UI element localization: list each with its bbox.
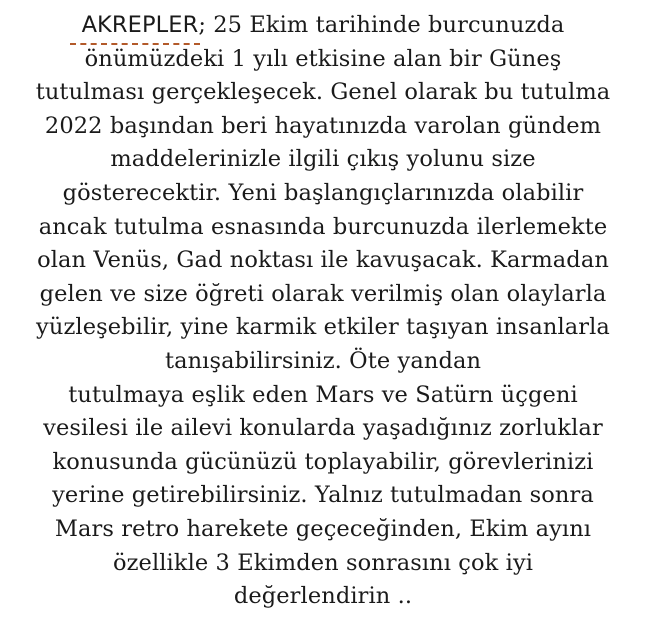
text-line-18: değerlendirin .. [233, 583, 413, 610]
text-line-9: gelen ve size öğreti olarak verilmiş olan olaylarla [39, 280, 607, 307]
text-line-2: önümüzdeki 1 yılı etkisine alan bir Güneş [84, 45, 562, 72]
text-line-1-rest: ; 25 Ekim tarihinde burcunuzda [198, 12, 565, 38]
text-line-15: yerine getirebilirsiniz. Yalnız tutulmadan sonra [52, 482, 594, 509]
text-line-8: olan Venüs, Gad noktası ile kavuşacak. Karmadan [37, 247, 609, 274]
heading-word-text: AKREPLER [81, 12, 199, 38]
text-line-10: yüzleşebilir, yine karmik etkiler taşıyan insanlarla [36, 314, 610, 341]
text-line-6: gösterecektir. Yeni başlangıçlarınızda olabilir [62, 179, 584, 206]
text-line-13: vesilesi ile ailevi konularda yaşadığınız zorluklar [43, 415, 603, 442]
text-line-3: tutulması gerçekleşecek. Genel olarak bu tutulma [35, 79, 611, 106]
text-line-17: özellikle 3 Ekimden sonrasını çok iyi [112, 549, 534, 576]
text-line-11: tanışabilirsiniz. Öte yandan [164, 347, 482, 374]
text-line-1 [0, 9, 646, 43]
text-line-5: maddelerinizle ilgili çıkış yolunu size [110, 146, 536, 173]
text-line-14: konusunda gücünüzü toplayabilir, görevlerinizi [52, 448, 594, 475]
spellcheck-underline [70, 43, 201, 45]
text-line-12: tutulmaya eşlik eden Mars ve Satürn üçgeni [68, 381, 578, 408]
text-line-7: ancak tutulma esnasında burcunuzda ilerlemekte [38, 213, 608, 240]
text-line-16: Mars retro harekete geçeceğinden, Ekim ayını [54, 515, 592, 542]
heading-word[interactable] [82, 12, 199, 38]
text-line-4: 2022 başından beri hayatınızda varolan gündem [44, 112, 602, 139]
